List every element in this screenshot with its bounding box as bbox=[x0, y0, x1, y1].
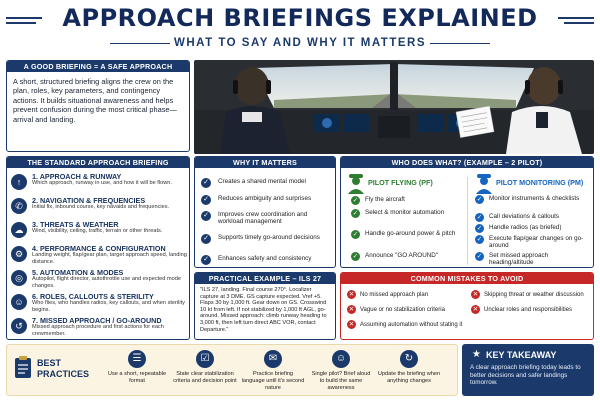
check-icon: ✓ bbox=[352, 253, 359, 260]
x-icon: ✕ bbox=[472, 291, 479, 298]
check-icon: ✓ bbox=[201, 234, 211, 244]
roles-panel bbox=[340, 156, 594, 268]
mistake-item: ✕ Skipping threat or weather discussion bbox=[472, 291, 584, 299]
mistake-item: ✕ Vague or no stabilization criteria bbox=[348, 306, 445, 314]
briefing-item-title: 6. ROLES, CALLOUTS & STERILITY bbox=[32, 292, 154, 301]
go-around-icon: ↺ bbox=[11, 318, 27, 334]
pm-item: ✓ Handle radios (as briefed) bbox=[476, 224, 562, 232]
pilot-flying-icon bbox=[347, 172, 365, 194]
good-briefing-panel bbox=[6, 60, 190, 152]
x-icon: ✕ bbox=[348, 306, 355, 313]
briefing-item-navigation bbox=[11, 196, 186, 221]
briefing-item-desc: Wind, visibility, ceiling, traffic, terrain or other threats. bbox=[32, 228, 163, 234]
best-practices-label: BEST bbox=[37, 358, 62, 368]
best-practice-item: ☺ Single pilot? Brief aloud to build the same awareness bbox=[309, 350, 373, 391]
x-icon: ✕ bbox=[348, 321, 355, 328]
check-icon: ✓ bbox=[476, 236, 483, 243]
clipboard-icon: ☰ bbox=[128, 350, 146, 368]
briefing-item-title: 2. NAVIGATION & FREQUENCIES bbox=[32, 196, 146, 205]
clipboard-icon bbox=[14, 355, 32, 379]
best-practices-label-2: PRACTICES bbox=[37, 369, 90, 379]
briefing-item-title: 4. PERFORMANCE & CONFIGURATION bbox=[32, 244, 166, 253]
cloud-icon: ☁ bbox=[11, 222, 27, 238]
briefing-item-threats bbox=[11, 220, 186, 245]
mistakes-panel bbox=[340, 272, 594, 340]
roles-heading: WHO DOES WHAT? (EXAMPLE – 2 PILOT) bbox=[341, 157, 593, 168]
roles-divider bbox=[467, 177, 468, 265]
mistakes-heading: COMMON MISTAKES TO AVOID bbox=[341, 273, 593, 284]
briefing-item-approach bbox=[11, 172, 186, 197]
radio-tower-icon: ✆ bbox=[11, 198, 27, 214]
check-icon: ✓ bbox=[476, 253, 483, 260]
mistake-item: ✕ Unclear roles and responsibilities bbox=[472, 306, 573, 314]
practical-heading: PRACTICAL EXAMPLE – ILS 27 bbox=[195, 273, 335, 284]
why-item: ✓ Improves crew coordination and workload management bbox=[201, 211, 331, 225]
briefing-item-desc: Autopilot, flight director, autothrottle use and expected mode changes. bbox=[32, 276, 181, 289]
x-icon: ✕ bbox=[348, 291, 355, 298]
why-item: ✓ Creates a shared mental model bbox=[201, 178, 331, 185]
why-item: ✓ Enhances safety and consistency bbox=[201, 255, 331, 262]
briefing-item-desc: Who flies, who handles radios, key callouts, and when sterility begins. bbox=[32, 300, 185, 313]
best-practice-item: ✉ Practice briefing language until it's second nature bbox=[241, 350, 305, 391]
why-heading: WHY IT MATTERS bbox=[195, 157, 335, 168]
pm-item: ✓ Monitor instruments & checklists bbox=[476, 195, 580, 203]
key-takeaway-body: A clear approach briefing today leads to better decisions and safer landings tomorrow. bbox=[470, 364, 581, 387]
good-briefing-body: A short, structured briefing aligns the crew on the plan, roles, key parameters, and contingency actions. It builds situational awareness and helps prevent confusion during the most critical phase—arrival and landing. bbox=[13, 77, 177, 124]
key-takeaway-heading: KEY TAKEAWAY bbox=[486, 350, 557, 360]
pm-item: ✓ Set missed approach heading/altitude bbox=[476, 252, 549, 266]
pm-item: ✓ Execute flap/gear changes on go-around bbox=[476, 235, 584, 249]
star-icon: ★ bbox=[472, 349, 481, 360]
check-icon: ✓ bbox=[201, 195, 211, 205]
check-icon: ✓ bbox=[476, 214, 483, 221]
practical-body: "ILS 27, landing. Final course 270°. Localizer capture at 3 DME. GS capture expected. Vref +5. Flaps 30 by 1,000 ft. Gear down on GS. Crosswind 10 kt from left. If not stabilized by 1,000 ft AGL, go-around. Missed approach: climb runway heading to 3,000 ft, then left turn direct ABC VOR, contact Departure." bbox=[200, 287, 327, 333]
cockpit-photo bbox=[194, 60, 594, 154]
best-practice-item: ☑ State clear stabilization criteria and decision point bbox=[173, 350, 237, 385]
pf-label: PILOT FLYING (PF) bbox=[368, 178, 433, 187]
refresh-icon: ↻ bbox=[400, 350, 418, 368]
cockpit-illustration bbox=[194, 60, 594, 154]
pf-item: ✓ Fly the aircraft bbox=[352, 196, 405, 204]
briefing-item-missed-approach bbox=[11, 316, 186, 340]
briefing-item-performance bbox=[11, 244, 186, 269]
pf-item: ✓ Handle go-around power & pitch bbox=[352, 230, 456, 238]
key-takeaway-panel bbox=[462, 344, 594, 396]
check-icon: ✓ bbox=[201, 211, 211, 221]
briefing-item-roles bbox=[11, 292, 186, 317]
chat-icon: ✉ bbox=[264, 350, 282, 368]
pm-label: PILOT MONITORING (PM) bbox=[496, 178, 584, 187]
pf-item: ✓ Announce "GO AROUND" bbox=[352, 252, 439, 260]
page-title: APPROACH BRIEFINGS EXPLAINED bbox=[62, 4, 538, 32]
best-practices-panel bbox=[6, 344, 458, 396]
pilot-monitoring-icon bbox=[475, 172, 493, 194]
best-practice-item: ☰ Use a short, repeatable format bbox=[105, 350, 169, 385]
autopilot-icon: ◎ bbox=[11, 270, 27, 286]
gear-icon: ⚙ bbox=[11, 246, 27, 262]
person-icon: ☺ bbox=[332, 350, 350, 368]
briefing-item-desc: Landing weight, flap/gear plan, target approach speed, landing distance. bbox=[32, 252, 187, 265]
briefing-item-desc: Missed approach procedure and first actions for each crewmember. bbox=[32, 324, 164, 337]
check-icon: ✓ bbox=[352, 210, 359, 217]
checklist-icon: ☑ bbox=[196, 350, 214, 368]
good-briefing-heading: A GOOD BRIEFING = A SAFE APPROACH bbox=[7, 61, 189, 72]
check-icon: ✓ bbox=[352, 197, 359, 204]
pf-item: ✓ Select & monitor automation bbox=[352, 209, 445, 217]
briefing-item-desc: Initial fix, inbound course, key navaids and frequencies. bbox=[32, 204, 170, 210]
page-subtitle: WHAT TO SAY AND WHY IT MATTERS bbox=[173, 37, 426, 49]
practical-example-panel bbox=[194, 272, 336, 340]
check-icon: ✓ bbox=[476, 196, 483, 203]
arrow-up-icon: ↑ bbox=[11, 174, 27, 190]
mistake-item: ✕ No missed approach plan bbox=[348, 291, 429, 299]
best-practice-item: ↻ Update the briefing when anything changes bbox=[377, 350, 441, 385]
check-icon: ✓ bbox=[201, 255, 211, 265]
check-icon: ✓ bbox=[476, 225, 483, 232]
briefing-item-desc: Which approach, runway in use, and how it will be flown. bbox=[32, 180, 172, 186]
check-icon: ✓ bbox=[201, 178, 211, 188]
briefing-item-automation bbox=[11, 268, 186, 293]
briefing-item-title: 5. AUTOMATION & MODES bbox=[32, 268, 124, 277]
standard-briefing-heading: THE STANDARD APPROACH BRIEFING bbox=[7, 157, 189, 168]
x-icon: ✕ bbox=[472, 306, 479, 313]
people-icon: ☺ bbox=[11, 294, 27, 310]
briefing-item-title: 1. APPROACH & RUNWAY bbox=[32, 172, 122, 181]
briefing-item-title: 7. MISSED APPROACH / GO-AROUND bbox=[32, 316, 162, 325]
why-it-matters-panel bbox=[194, 156, 336, 268]
why-item: ✓ Reduces ambiguity and surprises bbox=[201, 195, 331, 202]
briefing-item-title: 3. THREATS & WEATHER bbox=[32, 220, 119, 229]
mistake-item: ✕ Assuming automation without stating it bbox=[348, 321, 463, 329]
pm-item: ✓ Call deviations & callouts bbox=[476, 213, 560, 221]
standard-briefing-panel bbox=[6, 156, 190, 340]
check-icon: ✓ bbox=[352, 231, 359, 238]
why-item: ✓ Supports timely go-around decisions bbox=[201, 234, 331, 241]
